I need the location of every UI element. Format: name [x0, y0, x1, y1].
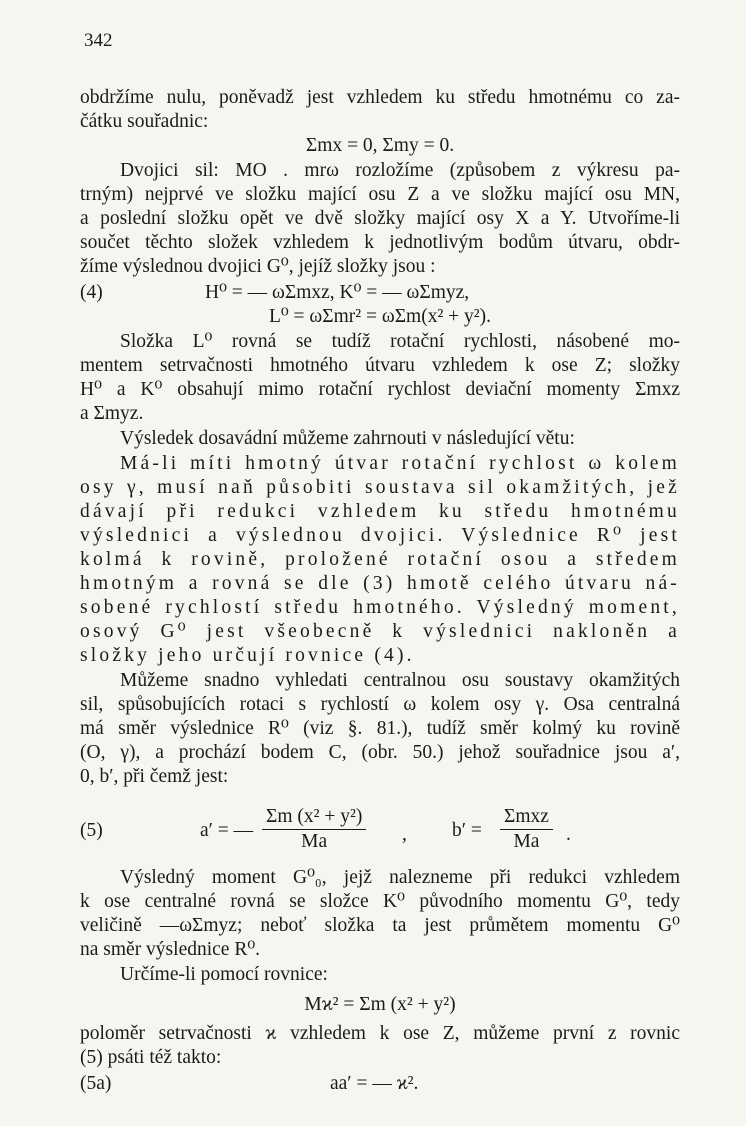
- text-line: (O, γ), a prochází bodem C, (obr. 50.) jehož souřadnice jsou a′,: [80, 742, 680, 763]
- theorem-line: sobené rychlostí středu hmotného. Výsledný moment,: [80, 597, 680, 618]
- text-line: poloměr setrvačnosti ϰ vzhledem k ose Z, můžeme první z rovnic: [80, 1023, 680, 1044]
- text-line: (5) psáti též takto:: [80, 1047, 222, 1068]
- fraction-denominator: Ma: [513, 831, 540, 852]
- text-line: má směr výslednice R⁰ (viz §. 81.), tudíž směr kolmý ku rovině: [80, 718, 680, 739]
- text-line: a poslední složku opět ve dvě složky mající osy X a Y. Utvoříme-li: [80, 208, 680, 229]
- text-line: žíme výslednou dvojici G⁰, jejíž složky jsou :: [80, 256, 436, 277]
- text-line: 0, b′, při čemž jest:: [80, 766, 229, 787]
- text-line: trným) nejprvé ve složku mající osu Z a ve složku mající osu MN,: [80, 184, 680, 205]
- theorem-line: osy γ, musí naň působiti soustava sil okamžitých, jež: [80, 477, 680, 498]
- theorem-line: hmotným a rovná se dle (3) hmotě celého útvaru ná-: [80, 573, 680, 594]
- period: .: [566, 824, 571, 845]
- text-line: H⁰ a K⁰ obsahují mimo rotační rychlost deviační momenty Σmxz: [80, 379, 680, 400]
- theorem-line: složky jeho určují rovnice (4).: [80, 645, 415, 666]
- theorem-line: výslednici a výslednou dvojici. Výslednice R⁰ jest: [80, 525, 680, 546]
- text-line: na směr výslednice R⁰.: [80, 939, 261, 960]
- theorem-line: dávají při redukci vzhledem ku středu hmotnému: [80, 501, 680, 522]
- text-line: součet těchto složek vzhledem k jednotlivým bodům útvaru, obdr-: [80, 232, 680, 253]
- text-line: mentem setrvačnosti hmotného útvaru vzhledem k ose Z; složky: [80, 355, 680, 376]
- equation-number: (5): [80, 820, 103, 841]
- text-line: k ose centralné rovná se složce K⁰ původního momentu G⁰, tedy: [80, 891, 680, 912]
- text-line: Určíme-li pomocí rovnice:: [120, 964, 328, 985]
- page-number: 342: [84, 30, 113, 51]
- equation-5-row: [80, 805, 680, 861]
- text-line: Výsledek dosavádní můžeme zahrnouti v následující větu:: [120, 428, 575, 449]
- text-line: veličině —ωΣmyz; neboť složka ta jest průmětem momentu G⁰: [80, 915, 680, 936]
- equation-lhs: a′ = —: [200, 820, 254, 841]
- comma: ,: [402, 824, 407, 845]
- text-line: čátku souřadnic:: [80, 111, 209, 132]
- equation: H⁰ = — ωΣmxz, K⁰ = — ωΣmyz,: [205, 282, 470, 303]
- equation: L⁰ = ωΣmr² = ωΣm(x² + y²).: [268, 306, 492, 327]
- theorem-line: Má-li míti hmotný útvar rotační rychlost ω kolem: [120, 453, 680, 474]
- fraction-numerator: Σm (x² + y²): [262, 805, 366, 830]
- fraction-denominator: Ma: [301, 831, 328, 852]
- text-line: Můžeme snadno vyhledati centralnou osu soustavy okamžitých: [120, 670, 680, 691]
- fraction: [500, 805, 553, 854]
- text-line: obdržíme nulu, poněvadž jest vzhledem ku středu hmotnému co za-: [80, 87, 680, 108]
- text-line: sil, spůsobujících rotaci s rychlostí ω kolem osy γ. Osa centralná: [80, 694, 680, 715]
- equation-number: (5a): [80, 1073, 112, 1094]
- fraction: [262, 805, 366, 854]
- theorem-line: osový G⁰ jest všeobecně k výslednici nakloněn a: [80, 621, 680, 642]
- equation: Σmx = 0, Σmy = 0.: [305, 135, 455, 156]
- equation: aa′ = — ϰ².: [330, 1073, 419, 1094]
- text-line: Výsledný moment G⁰₀, jejž nalezneme při redukci vzhledem: [120, 867, 680, 888]
- text-line: a Σmyz.: [80, 403, 144, 424]
- equation-lhs: b′ =: [452, 820, 482, 841]
- text-line: Dvojici sil: MO . mrω rozložíme (způsobem z výkresu pa-: [120, 160, 680, 181]
- fraction-numerator: Σmxz: [500, 805, 553, 830]
- text-line: Složka L⁰ rovná se tudíž rotační rychlosti, násobené mo-: [120, 331, 680, 352]
- equation: Mϰ² = Σm (x² + y²): [304, 994, 456, 1015]
- equation-number: (4): [80, 282, 103, 303]
- theorem-line: kolmá k rovině, proložené rotační osou a středem: [80, 549, 680, 570]
